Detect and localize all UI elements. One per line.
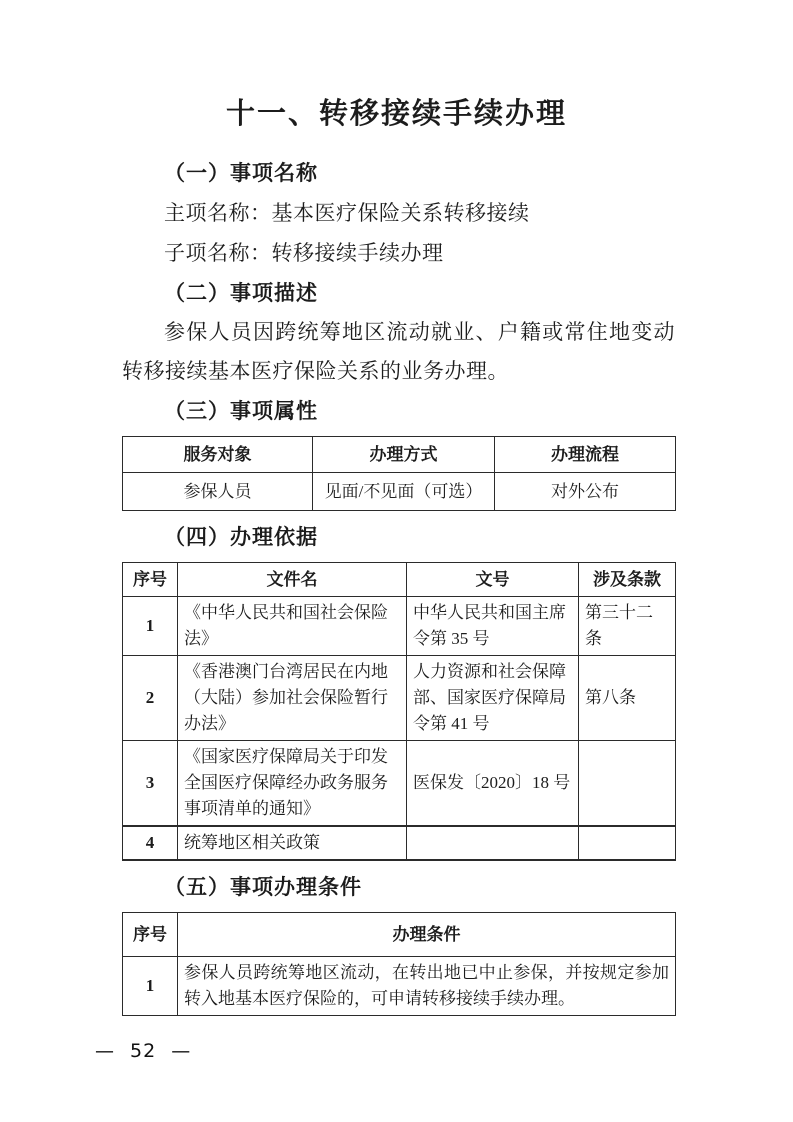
col-header-handling-process: 办理流程 [495,437,676,473]
col-header-document-number: 文号 [407,563,579,597]
index-cell: 3 [123,741,178,827]
service-target-cell: 参保人员 [123,473,313,511]
table-row [123,597,676,656]
index-cell: 4 [123,826,178,860]
condition-text-cell: 参保人员跨统筹地区流动，在转出地已中止参保，并按规定参加转入地基本医疗保险的，可申请转移接续手续办理。 [178,957,676,1016]
col-header-related-articles: 涉及条款 [579,563,676,597]
conditions-header-row [123,913,676,957]
col-header-index: 序号 [123,913,178,957]
table-row [123,957,676,1016]
legal-basis-table [122,562,676,861]
related-articles-cell [579,741,676,827]
main-item-name-line: 主项名称：基本医疗保险关系转移接续 [164,201,530,225]
handling-process-cell: 对外公布 [495,473,676,511]
section-5-heading: （五）事项办理条件 [164,875,362,899]
table-row [123,741,676,827]
document-number-cell [407,826,579,860]
index-cell: 2 [123,656,178,741]
sub-item-name-line: 子项名称：转移接续手续办理 [164,241,444,265]
page-title: 十一、转移接续手续办理 [225,96,567,130]
col-header-handling-method: 办理方式 [313,437,495,473]
index-cell: 1 [123,957,178,1016]
section-1-heading: （一）事项名称 [164,161,318,185]
section-4-heading: （四）办理依据 [164,525,318,549]
document-number-cell: 医保发〔2020〕18 号 [407,741,579,827]
related-articles-cell: 第三十二条 [579,597,676,656]
document-name-cell: 《中华人民共和国社会保险法》 [178,597,407,656]
legal-basis-header-row [123,563,676,597]
related-articles-cell [579,826,676,860]
document-number-cell: 中华人民共和国主席令第 35 号 [407,597,579,656]
conditions-table [122,912,676,1016]
index-cell: 1 [123,597,178,656]
document-number-cell: 人力资源和社会保障部、国家医疗保障局令第 41 号 [407,656,579,741]
attributes-table [122,436,676,511]
col-header-condition: 办理条件 [178,913,676,957]
col-header-document-name: 文件名 [178,563,407,597]
document-name-cell: 《香港澳门台湾居民在内地（大陆）参加社会保险暂行办法》 [178,656,407,741]
document-name-cell: 统筹地区相关政策 [178,826,407,860]
col-header-service-target: 服务对象 [123,437,313,473]
section-2-heading: （二）事项描述 [164,281,318,305]
section-3-heading: （三）事项属性 [164,399,318,423]
table-row [123,656,676,741]
table-row [123,826,676,860]
document-body [122,153,675,1016]
attributes-table-header-row [123,437,676,473]
col-header-index: 序号 [123,563,178,597]
page-number: — 52 — [95,1040,192,1062]
handling-method-cell: 见面/不见面（可选） [313,473,495,511]
table-row [123,473,676,511]
section-2-description: 参保人员因跨统筹地区流动就业、户籍或常住地变动转移接续基本医疗保险关系的业务办理。 [122,320,675,383]
related-articles-cell: 第八条 [579,656,676,741]
document-name-cell: 《国家医疗保障局关于印发全国医疗保障经办政务服务事项清单的通知》 [178,741,407,827]
